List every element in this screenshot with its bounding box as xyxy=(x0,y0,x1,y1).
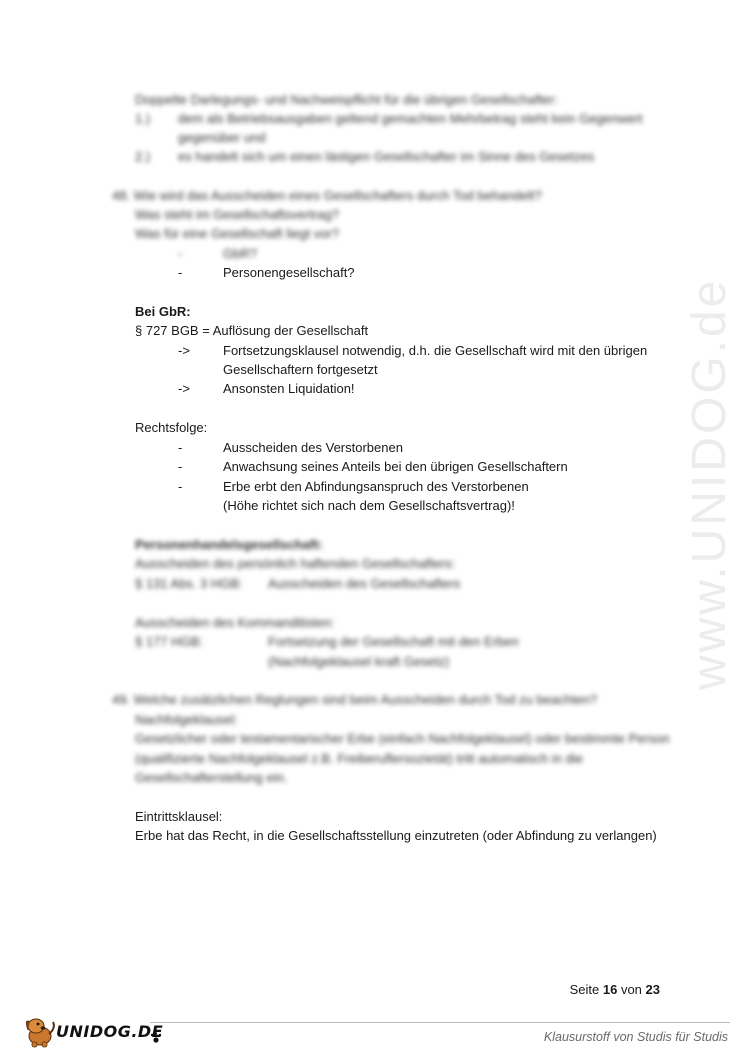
text-fortgesetzt: Gesellschaftern fortgesetzt xyxy=(223,362,378,377)
text-bgb-727: § 727 BGB = Auflösung der Gesellschaft xyxy=(135,323,369,338)
text-personengesellschaft: Personengesellschaft? xyxy=(223,265,355,280)
blurred-text-line: Gesetzlicher oder testamentarischer Erbe (einfach Nachfolgeklausel) oder bestimmte Person xyxy=(135,731,670,746)
blurred-text-line: (qualifizierte Nachfolgeklausel z.B. Freiberuflersozietät) tritt automatisch in die xyxy=(135,751,583,766)
blurred-text-line: § 131 Abs. 3 HGB: xyxy=(135,576,243,591)
blurred-text-line: Ausscheiden des persönlich haftenden Gesellschafters: xyxy=(135,556,456,571)
bullet-dash: - xyxy=(178,479,183,494)
text-rechtsfolge-1: Ausscheiden des Verstorbenen xyxy=(223,440,403,455)
blurred-text-line: § 177 HGB: xyxy=(135,634,203,649)
blurred-question: 49. Welche zusätzlichen Reglungen sind beim Ausscheiden durch Tod zu beachten? xyxy=(112,692,598,707)
label-rechtsfolge: Rechtsfolge: xyxy=(135,420,208,435)
blurred-text-line: gegenüber und xyxy=(178,130,266,145)
blurred-text-line: es handelt sich um einen lästigen Gesellschafter im Sinne des Gesetzes xyxy=(178,149,595,164)
page-of-label: von xyxy=(620,982,642,997)
total-pages: 23 xyxy=(645,982,660,997)
watermark: www.UNIDOG.de xyxy=(683,277,736,690)
footer-tagline: Klausurstoff von Studis für Studis xyxy=(543,1030,728,1044)
blurred-list-number: 2.) xyxy=(135,149,151,164)
page-number xyxy=(570,982,660,997)
text-fortsetzungsklausel: Fortsetzungsklausel notwendig, d.h. die Gesellschaft wird mit den übrigen xyxy=(223,343,648,358)
blurred-text-line: GbR? xyxy=(223,246,257,261)
blurred-question: 48. Wie wird das Ausscheiden eines Gesellschafters durch Tod behandelt? xyxy=(112,188,542,203)
bullet-dash: - xyxy=(178,459,183,474)
unidog-logo-text: UNIDOG.DE xyxy=(56,1022,164,1041)
arrow-marker: -> xyxy=(178,381,190,396)
page-label: Seite xyxy=(569,982,600,997)
bullet-dash: - xyxy=(178,440,183,455)
arrow-marker: -> xyxy=(178,343,190,358)
blurred-text-line: Fortsetzung der Gesellschaft mit den Erben xyxy=(268,634,519,649)
blurred-text-line: Was steht im Gesellschaftsvertrag? xyxy=(135,207,339,222)
label-eintrittsklausel: Eintrittsklausel: xyxy=(135,809,223,824)
text-eintrittsklausel: Erbe hat das Recht, in die Gesellschaftsstellung einzutreten (oder Abfindung zu verlangen) xyxy=(135,828,657,843)
blurred-list-number: 1.) xyxy=(135,111,151,126)
blurred-text-line: (Nachfolgeklausel kraft Gesetz) xyxy=(268,654,450,669)
footer-divider xyxy=(150,1022,730,1023)
blurred-text-line: Ausscheiden des Kommanditisten: xyxy=(135,615,335,630)
blurred-text-line: Gesellschafterstellung ein. xyxy=(135,770,288,785)
blurred-text-line: Was für eine Gesellschaft liegt vor? xyxy=(135,226,339,241)
blurred-text-line: dem als Betriebsausgaben geltend gemachten Mehrbetrag steht kein Gegenwert xyxy=(178,111,643,126)
blurred-text-line: Ausscheiden des Gesellschafters xyxy=(268,576,461,591)
blurred-text-line: Nachfolgeklausel: xyxy=(135,712,238,727)
text-rechtsfolge-3: Erbe erbt den Abfindungsanspruch des Verstorbenen xyxy=(223,479,529,494)
text-rechtsfolge-4: (Höhe richtet sich nach dem Gesellschaftsvertrag)! xyxy=(223,498,515,513)
current-page: 16 xyxy=(602,982,618,997)
text-liquidation: Ansonsten Liquidation! xyxy=(223,381,355,396)
text-rechtsfolge-2: Anwachsung seines Anteils bei den übrigen Gesellschaftern xyxy=(223,459,568,474)
blurred-bullet: - xyxy=(178,246,183,261)
heading-gbr: Bei GbR: xyxy=(135,304,191,319)
blurred-text-line: Doppelte Darlegungs- und Nachweispflicht für die übrigen Gesellschafter: xyxy=(135,92,558,107)
blurred-heading: Personenhandelsgesellschaft: xyxy=(135,537,323,552)
bullet-dash: - xyxy=(178,265,183,280)
